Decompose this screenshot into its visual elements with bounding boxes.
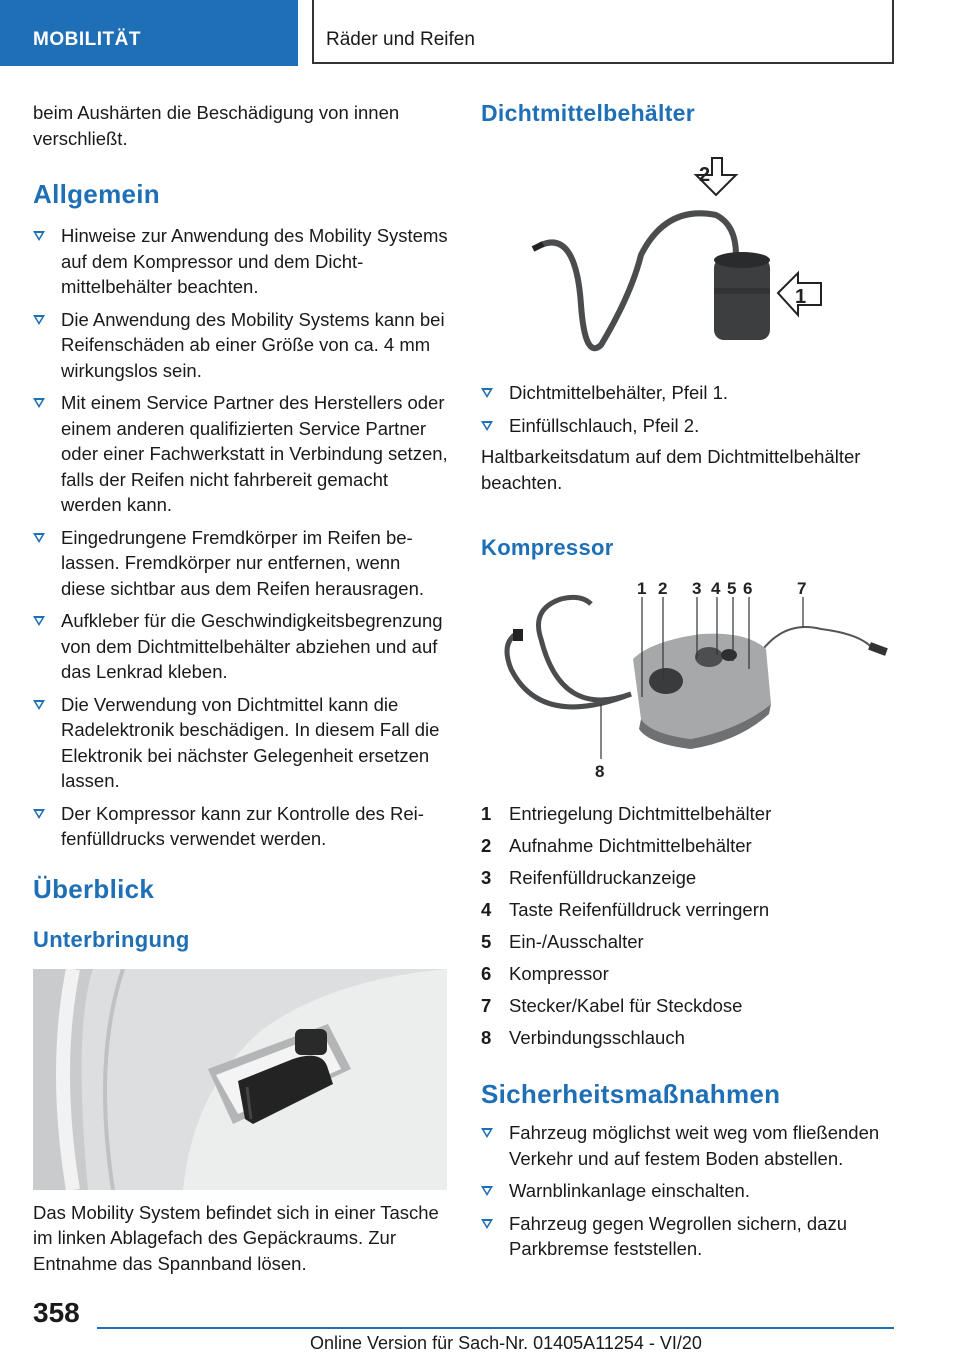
list-item: Die Anwendung des Mobility Systems kann bei Reifenschäden ab einer Größe von ca. 4 mm wirkungslos sein. — [33, 307, 449, 384]
sealant-container-diagram — [481, 145, 895, 360]
list-item: 5 Ein-/Ausschalter — [481, 931, 644, 952]
compressor-figure — [481, 579, 895, 794]
list-item: Mit einem Service Partner des Herstellers oder einem anderen qualifizierten Service Partner oder einer Fachwerkstatt in Verbindung setzen, falls der Reifen nicht fahrbereit gemacht werden kann. — [33, 390, 449, 518]
section-tab — [0, 0, 298, 66]
left-column — [33, 100, 449, 1276]
storage-text: Das Mobility System befindet sich in einer Tasche im linken Ablagefach des Gepäckraums. Zur Entnahme das Spannband lösen. — [33, 1201, 439, 1274]
callout-label-4: 4 — [711, 579, 721, 598]
list-item: Eingedrungene Fremdkörper im Reifen belassen. Fremdkörper nur entfernen, wenn diese sichtbar aus dem Reifen herausragen. — [33, 525, 449, 602]
heading-dichtmittelbehaelter: Dichtmittelbehälter — [481, 100, 696, 126]
footer-divider — [97, 1327, 894, 1329]
list-item: Fahrzeug möglichst weit weg vom fließenden Verkehr und auf festem Boden abstellen. — [481, 1120, 901, 1171]
page-number: 358 — [33, 1297, 80, 1328]
compressor-diagram — [481, 579, 895, 794]
footer-text: Online Version für Sach-Nr. 01405A11254 - VI/20 — [310, 1333, 702, 1353]
storage-compartment-image — [33, 969, 447, 1190]
sealant-list — [481, 380, 901, 438]
callout-label-2: 2 — [658, 579, 668, 598]
list-item: Einfüllschlauch, Pfeil 2. — [481, 413, 901, 439]
safety-list — [481, 1120, 901, 1262]
list-item: Die Verwendung von Dichtmittel kann die Radelektronik beschädigen. In diesem Fall die Elektronik bei nächster Gelegenheit ersetzen lassen. — [33, 692, 449, 794]
list-item: 7 Stecker/Kabel für Steckdose — [481, 995, 743, 1016]
compressor-parts-list — [481, 801, 901, 1057]
arrow-label-2: 2 — [699, 164, 711, 186]
sealant-figure — [481, 145, 895, 360]
storage-photo — [33, 969, 447, 1190]
list-item: 3 Reifenfülldruckanzeige — [481, 867, 697, 888]
list-item: Aufkleber für die Geschwindigkeitsbegrenzung von dem Dichtmittelbehälter abziehen und auf das Lenkrad kleben. — [33, 608, 449, 685]
list-item: Dichtmittelbehälter, Pfeil 1. — [481, 380, 901, 406]
heading-unterbringung: Unterbringung — [33, 926, 190, 952]
list-item: Hinweise zur Anwendung des Mobility Systems auf dem Kompressor und dem Dichtmittelbehälter beachten. — [33, 223, 449, 300]
arrow-label-1: 1 — [795, 286, 807, 308]
callout-label-1: 1 — [637, 579, 647, 598]
section-title: MOBILITÄT — [33, 29, 141, 50]
list-item: 6 Kompressor — [481, 963, 609, 984]
list-item: 1 Entriegelung Dichtmittelbehälter — [481, 803, 772, 824]
heading-sicherheitsmassnahmen: Sicherheitsmaßnahmen — [481, 1079, 781, 1109]
allgemein-list — [33, 223, 449, 852]
callout-label-6: 6 — [743, 579, 753, 598]
chapter-title: Räder und Reifen — [326, 29, 475, 50]
chapter-header — [312, 0, 894, 64]
list-item: 8 Verbindungsschlauch — [481, 1027, 685, 1048]
callout-label-5: 5 — [727, 579, 737, 598]
callout-label-3: 3 — [692, 579, 702, 598]
intro-text: beim Aushärten die Beschädigung von innen verschließt. — [33, 102, 400, 149]
list-item: Warnblinkanlage einschalten. — [481, 1178, 901, 1204]
list-item: Der Kompressor kann zur Kontrolle des Reifenfülldrucks verwendet werden. — [33, 801, 449, 852]
callout-label-7: 7 — [797, 579, 807, 598]
right-column — [481, 100, 901, 1269]
callout-label-8: 8 — [595, 762, 605, 781]
sealant-note: Haltbarkeitsdatum auf dem Dichtmittelbehälter beachten. — [481, 446, 861, 493]
list-item: 4 Taste Reifenfülldruck verringern — [481, 899, 770, 920]
list-item: Fahrzeug gegen Wegrollen sichern, dazu Parkbremse feststellen. — [481, 1211, 901, 1262]
heading-kompressor: Kompressor — [481, 535, 614, 560]
heading-allgemein: Allgemein — [33, 179, 160, 209]
list-item: 2 Aufnahme Dichtmittelbehälter — [481, 835, 752, 856]
heading-ueberblick: Überblick — [33, 873, 155, 904]
